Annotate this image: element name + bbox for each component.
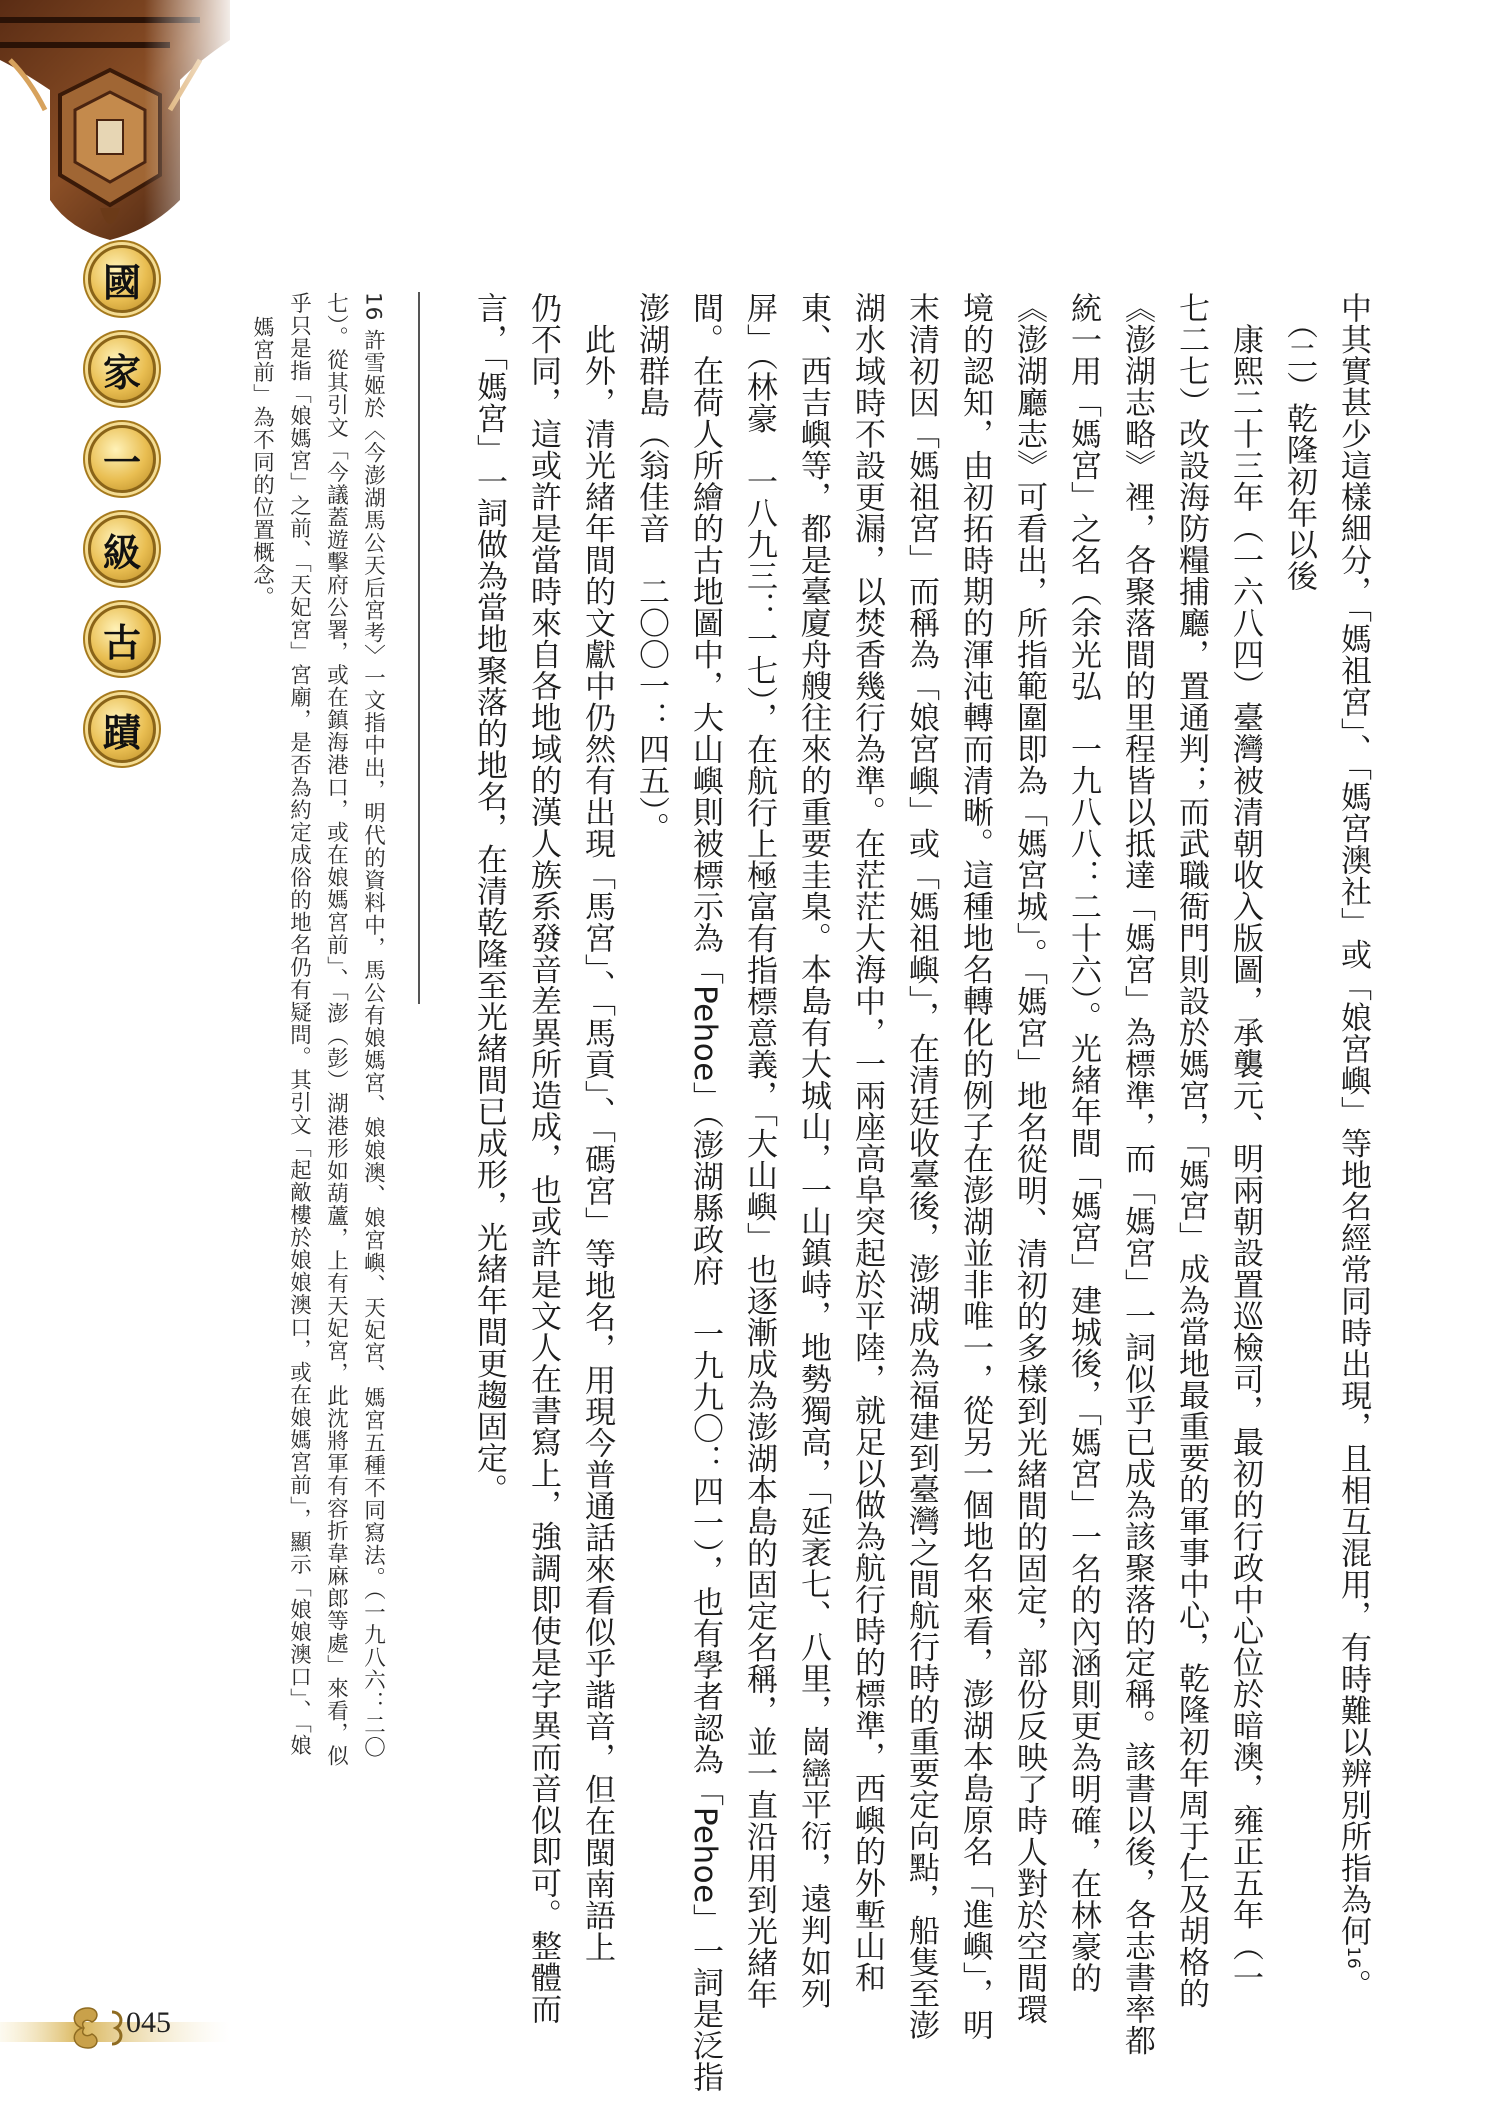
body-column: 《澎湖志略》裡，各聚落間的里程皆以抵達「媽宮」為標準，而「媽宮」一詞似乎已成為該聚落的定稱。該書以後，各志書率都: [1119, 292, 1155, 2056]
series-title-char: 國: [88, 245, 156, 313]
footnote-divider: [418, 292, 420, 1004]
temple-bracket-photo: [0, 0, 240, 250]
body-column: 屏」（林豪 一八九三：一七），在航行上極富有指標意義，「大山嶼」也逐漸成為澎湖本島的固定名稱，並一直沿用到光緒年: [741, 292, 777, 2010]
series-title-char: 古: [88, 605, 156, 673]
body-column: 仍不同，這或許是當時來自各地域的漢人族系發音差異所造成，也或許是文人在書寫上，強調即使是字異而音似即可。整體而: [525, 292, 561, 2025]
body-column: 七二七）改設海防糧捕廳，置通判；而武職衙門則設於媽宮，「媽宮」成為當地最重要的軍事中心，乾隆初年周于仁及胡格的: [1173, 292, 1209, 2009]
footnote-ref: 16: [1343, 1946, 1363, 1970]
body-column: 境的認知，由初拓時期的渾沌轉而清晰。這種地名轉化的例子在澎湖並非唯一，從另一個地名來看，澎湖本島原名「進嶼」，明: [957, 292, 993, 2041]
footnote-column: 媽宮前」為不同的位置概念。: [249, 316, 275, 609]
body-column: 間。在荷人所繪的古地圖中，大山嶼則被標示為「Pehoe」（澎湖縣政府 一九九〇：四一），也有學者認為「Pehoe」一詞是泛指: [687, 292, 723, 2093]
body-column: 言，「媽宮」一詞做為當地聚落的地名，在清乾隆至光緒間已成形，光緒年間更趨固定。: [471, 292, 507, 1505]
body-column: 中其實甚少這樣細分，「媽祖宮」、「媽宮澳社」或「娘宮嶼」等地名經常同時出現，且相互混用，有時難以辨別所指為何16。: [1335, 292, 1371, 2001]
body-column: 康熙二十三年（一六八四）臺灣被清朝收入版圖，承襲元、明兩朝設置巡檢司，最初的行政中心位於暗澳，雍正五年（一: [1227, 292, 1263, 1993]
body-column: 澎湖群島（翁佳音 二〇〇一：四五）。: [633, 292, 669, 844]
body-column: 統一用「媽宮」之名（余光弘 一九八八：二十六）。光緒年間「媽宮」建城後，「媽宮」一名的內涵則更為明確，在林豪的: [1065, 292, 1101, 1994]
series-title-char: 蹟: [88, 695, 156, 763]
footnote-column: 七）。從其引文「今議蓋遊擊府公署，或在鎮海港口，或在娘媽宮前」、「澎（彭）湖港形如葫蘆，上有天妃宮，此沈將軍有容折韋麻郎等處」來看，似: [323, 292, 349, 1768]
footnote-column: 16 許雪姬於〈今澎湖馬公天后宮考〉一文指中出，明代的資料中，馬公有娘媽宮、娘娘澳、娘宮嶼、天妃宮、媽宮五種不同寫法。（一九八六：二〇: [360, 292, 386, 1759]
series-title-char: 級: [88, 515, 156, 583]
body-column: 湖水域時不設更漏，以焚香幾行為準。在茫茫大海中，一兩座高阜突起於平陸，就足以做為航行時的標準，西嶼的外塹山和: [849, 292, 885, 1993]
footnote-column: 乎只是指「娘媽宮」之前、「天妃宮」宮廟，是否為約定成俗的地名仍有疑問。其引文「起敵樓於娘娘澳口，或在娘媽宮前」，顯示「娘娘澳口」、「娘: [286, 292, 312, 1757]
series-title: [84, 245, 160, 785]
section-heading: （二）乾隆初年以後: [1281, 292, 1317, 592]
page-number: 045: [126, 2006, 171, 2039]
page-ornament-icon: [0, 2002, 230, 2064]
body-column: 此外，清光緒年間的文獻中仍然有出現「馬宮」、「馬貢」、「碼宮」等地名，用現今普通話來看似乎諧音，但在閩南語上: [579, 292, 615, 1963]
series-title-char: 家: [88, 335, 156, 403]
body-column: 末清初因「媽祖宮」而稱為「娘宮嶼」或「媽祖嶼」，在清廷收臺後，澎湖成為福建到臺灣之間航行時的重要定向點，船隻至澎: [903, 292, 939, 2041]
body-column: 東、西吉嶼等，都是臺廈舟艘往來的重要圭臬。本島有大城山，一山鎮峙，地勢獨高，「延袤七、八里，崗巒平衍，遠判如列: [795, 292, 831, 2009]
body-column: 《澎湖廳志》可看出，所指範圍即為「媽宮城」。「媽宮」地名從明、清初的多樣到光緒間的固定，部份反映了時人對於空間環: [1011, 292, 1047, 2025]
series-title-char: 一: [88, 425, 156, 493]
